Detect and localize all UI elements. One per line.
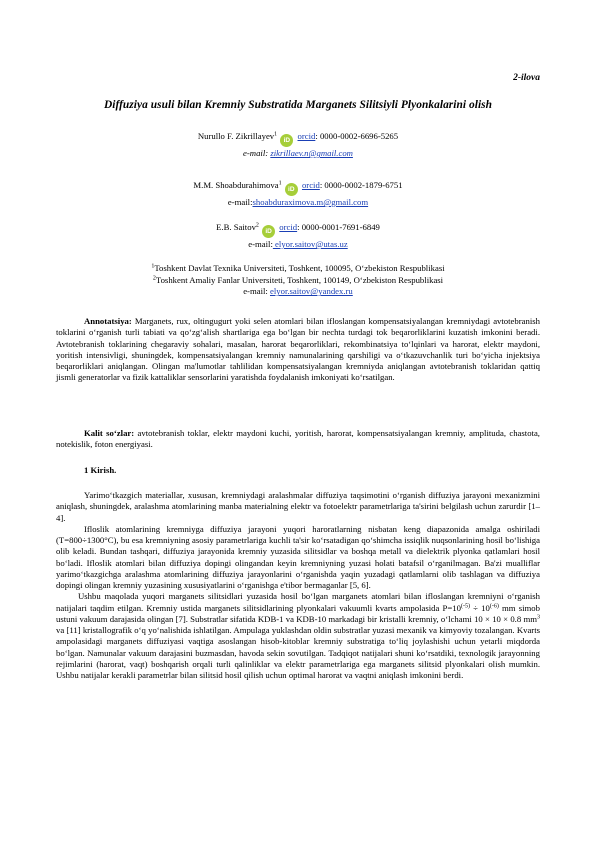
orcid-icon[interactable]: iD: [280, 134, 293, 147]
author-affil-sup: 1: [274, 131, 278, 138]
author-name: M.M. Shoabdurahimova: [193, 180, 279, 190]
orcid-id: : 0000-0002-6696-5265: [315, 131, 399, 141]
email-link[interactable]: elyor.saitov@utas.uz: [272, 239, 348, 249]
author-affil-sup: 1: [278, 180, 282, 187]
keywords: [56, 428, 540, 451]
email-label: e-mail:: [243, 148, 271, 158]
author-name: Nurullo F. Zikrillayev: [197, 131, 275, 141]
author-block-1: [0, 130, 596, 159]
author-name: E.B. Saitov: [216, 222, 256, 232]
text-run: mm simob ustuni vakuum darajasida olingan [7]. Substratlar sifatida KDB-1 va KDB-10 markadagi bir kristalli kremniy, o‘lchami 10 × 10 × 0.8 mm: [56, 602, 540, 624]
email-label: e-mail:: [227, 197, 253, 207]
email-label: e-mail:: [243, 286, 270, 297]
email-link[interactable]: zikrillaev.n@gmail.com: [270, 148, 353, 158]
orcid-id: : 0000-0002-1879-6751: [319, 180, 403, 190]
superscript: 3: [537, 614, 540, 621]
keywords-label: Kalit so‘zlar:: [84, 428, 135, 438]
author-affil-sup: 2: [255, 222, 259, 229]
email-label: e-mail:: [248, 239, 273, 249]
author-line: [0, 130, 596, 147]
email-line: [0, 196, 596, 208]
appendix-label: 2-ilova: [513, 73, 540, 83]
abstract-paragraph: [56, 316, 540, 384]
email-line: [0, 238, 596, 250]
email-link[interactable]: elyor.saitov@yandex.ru: [269, 286, 353, 297]
section-body: [56, 490, 540, 681]
email-link[interactable]: shoabduraximova.m@gmail.com: [252, 197, 369, 207]
affil-text: Toshkent Davlat Texnika Universiteti, Toshkent, 100095, O‘zbekiston Respublikasi: [154, 263, 445, 273]
paper-title: Diffuziya usuli bilan Kremniy Substratida Marganets Silitsiyli Plyonkalarini olish: [103, 99, 493, 111]
text-run: ÷ 10: [469, 602, 490, 613]
abstract-text: Marganets, rux, oltingugurt yoki selen atomlari bilan ifloslangan kompensatsiyalangan kremniydagi avtotebranish toklarini o‘rganish turli tabiati va qo‘zg‘alish shartlariga ega bo‘lgan bir nechta turdagi tok beqarorliklarini kuzatish imkonini beradi. Avtotebranish toklarining chegaraviy sohalari, masalan, harorat beqarorliklari, rekombinatsiya to‘lqinlari va harorat, elektr maydoni, yoritish intensivligi, shuningdek, kompensatsiyalangan kremniy namunalarining qarshiligi va o‘tkazuvchanlik turi bo‘yicha injektsiya beqarorliklari aniqlangan. Olingan ma'lumotlar tahlilidan kompensatsiyalangan kremniyda aniqlangan avtotebranish toklaridan qattiq jismli generatorlar va fizik kattaliklar sensorlarini yaratishda foydalanish imkoniyati ko‘rsatilgan.: [56, 316, 540, 383]
affiliations: [0, 263, 596, 298]
orcid-icon[interactable]: iD: [285, 183, 298, 196]
section-heading: 1 Kirish.: [84, 465, 117, 475]
affiliation-1: [0, 263, 596, 275]
orcid-link[interactable]: orcid: [279, 222, 298, 232]
orcid-id: : 0000-0001-7691-6849: [297, 222, 380, 232]
abstract: [56, 316, 540, 384]
affil-sup: 1: [151, 263, 155, 270]
orcid-link[interactable]: orcid: [297, 131, 316, 141]
author-block-2: [0, 179, 596, 208]
contact-email-line: [0, 286, 596, 298]
affil-text: Toshkent Amaliy Fanlar Universiteti, Toshkent, 100149, O‘zbekiston Respublikasi: [155, 274, 444, 285]
abstract-label: Annotatsiya:: [84, 316, 132, 326]
affil-sup: 2: [152, 275, 156, 282]
superscript: (-5): [460, 603, 470, 609]
paragraph-2: Ifloslik atomlarining kremniyga diffuziya jarayoni yuqori haroratlarning nisbatan keng diapazonida amalga oshiriladi (T=800÷1300°C), bu esa kremniyning asosiy parametrlariga kuchli ta'sir ko‘rsatadigan qo‘shimcha issiqlik nuqsonlarining hosil bo‘lishiga olib keladi. Bundan tashqari, diffuziya jarayonida kremniy yuzasida silitsidlar va boshqa metall va dielektrik plyonka qatlamlari hosil bo‘ladi. Ifloslik atomlari bilan diffuziya dopingi olingandan keyin kremniyning yuzasi holati batafsil o‘rganilmagan. Ba'zi mualliflar yarimo‘tkazgichga aralashma atomlarining diffuziya jarayonlarini o‘rganishda yaqin yuzadagi qatlamlarni olib tashlagan va diffuziya dopingi olingan kremniy yuzasining xususiyatlarini o‘rganishga e'tibor bermaganlar [5, 6].: [56, 523, 540, 590]
email-line: [0, 147, 596, 159]
text-run: va [11] kristallografik o‘q yo‘nalishida ishlatilgan. Ampulaga yuklashdan oldin substratlar yuzasi mexanik va kimyoviy tozalangan. Kvarts ampolasidagi marganets diffuziyasi vaqtiga asoslangan hisob-kitoblar kremniy substratiga to‘liq joylashishi uchun yetarli miqdorda bo‘lgan. Namunalar vakuum darajasini buzmasdan, havoda sekin sovutilgan. Tadqiqot natijalari shuni ko‘rsatdiki, texnologik jarayonning rejimlarini (harorat, vaqt) boshqarish orqali turli qalinliklar va elektr parametrlariga ega marganets silitsid plyonkalari olish mumkin. Ushbu natijalar kerakli parametrlar bilan silitsid hosil qilish uchun optimal harorat va vaqtni aniqlash imkonini berdi.: [56, 625, 540, 680]
paragraph-1: Yarimo‘tkazgich materiallar, xususan, kremniydagi aralashmalar diffuziya taqsimotini o‘rganish diffuziya jarayoni mexanizmini aniqlash, shuningdek, aralashma atomlarining manba materialning elektr va fotoelektr parametrlariga ta'sirini belgilash uchun zarurdir [1–4].: [56, 490, 540, 523]
author-line: [0, 221, 596, 238]
text-run: Ushbu maqolada yuqori marganets silitsidlari yuzasida hosil bo‘lgan marganets atomlari bilan ifloslangan kremniyni o‘rganish natijalari taqdim etilgan. Kremniy ustida marganets silitsidlarining plyonkalari vakuumli kvarts ampolasida P=10: [56, 591, 540, 613]
affiliation-2: [0, 275, 596, 287]
paragraph-3: [56, 591, 540, 681]
orcid-link[interactable]: orcid: [301, 180, 320, 190]
superscript: (-6): [489, 603, 499, 609]
orcid-icon[interactable]: iD: [262, 225, 275, 238]
keywords-paragraph: [56, 428, 540, 451]
keywords-text: avtotebranish toklar, elektr maydoni kuchi, yoritish, harorat, kompensatsiyalangan kremniy, amplituda, chastota, notekislik, foton energiyasi.: [56, 428, 540, 450]
author-line: [0, 179, 596, 196]
author-block-3: [0, 221, 596, 250]
